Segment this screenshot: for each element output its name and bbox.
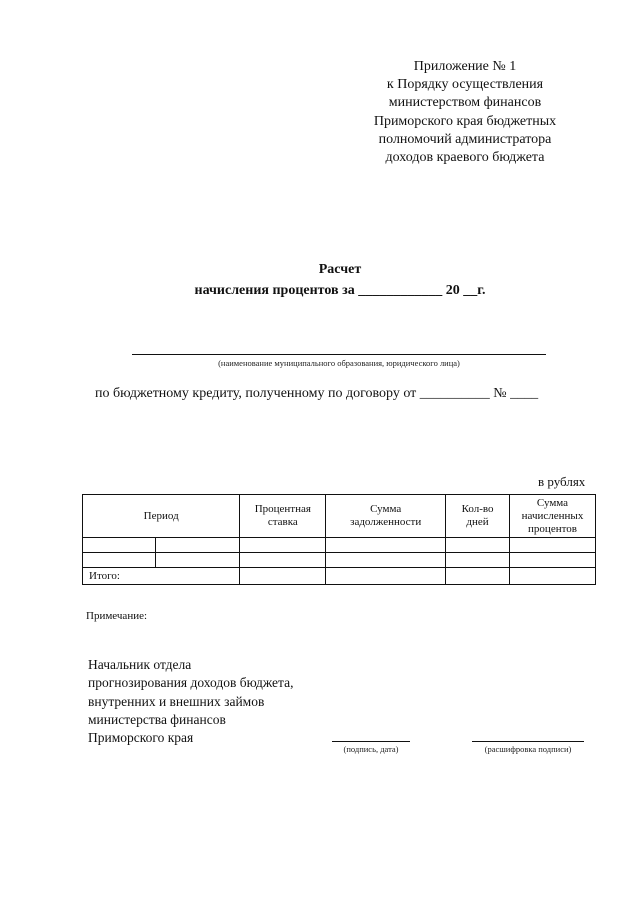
signer-line: Начальник отдела	[88, 657, 192, 672]
table-cell[interactable]	[326, 538, 446, 553]
interest-calculation-table	[82, 494, 596, 585]
header-debt	[326, 495, 446, 538]
signature-caption: (подпись, дата)	[343, 744, 399, 754]
table-cell[interactable]	[510, 538, 596, 553]
header-days	[446, 495, 510, 538]
credit-agreement-text: по бюджетному кредиту, полученному по договору от __________ № ____	[95, 386, 539, 401]
appendix-line: к Порядку осуществления	[386, 77, 544, 93]
appendix-line: министерством финансов	[388, 95, 542, 111]
table-header-row	[83, 495, 596, 538]
signer-line: министерства финансов	[88, 711, 226, 727]
signer-block	[88, 656, 293, 747]
entity-name-line	[132, 354, 546, 355]
table-cell[interactable]	[240, 568, 326, 585]
table-row	[83, 553, 596, 568]
header-rate	[240, 495, 326, 538]
signature-decoding-line	[472, 741, 584, 742]
table-total-row	[83, 568, 596, 585]
table-cell[interactable]	[83, 538, 156, 553]
table-cell[interactable]	[155, 553, 240, 568]
header-interest	[510, 495, 596, 538]
appendix-line: полномочий администратора	[378, 131, 552, 147]
header-interest-text: Сумма начисленных процентов	[521, 496, 584, 535]
currency-unit: в рублях	[538, 474, 586, 489]
appendix-block	[330, 58, 600, 167]
table-cell[interactable]	[446, 568, 510, 585]
appendix-line: Приложение № 1	[413, 59, 517, 74]
appendix-line: доходов краевого бюджета	[385, 150, 545, 166]
appendix-line: Приморского края бюджетных	[373, 113, 557, 129]
header-period: Период	[83, 495, 240, 538]
table-cell[interactable]	[446, 553, 510, 568]
table-cell[interactable]	[446, 538, 510, 553]
table-cell[interactable]	[240, 538, 326, 553]
signer-line: внутренних и внешних займов	[88, 693, 265, 709]
table-row	[83, 538, 596, 553]
table-cell[interactable]	[240, 553, 326, 568]
table-cell[interactable]	[510, 553, 596, 568]
table-cell[interactable]	[326, 553, 446, 568]
header-debt-text: Сумма задолженности	[350, 503, 422, 528]
header-days-text: Кол-во дней	[461, 503, 494, 528]
signature-line	[332, 741, 410, 742]
table-cell[interactable]	[326, 568, 446, 585]
total-label: Итого:	[83, 568, 240, 585]
signature-decoding-caption: (расшифровка подписи)	[484, 744, 572, 754]
header-rate-text: Процентная ставка	[254, 503, 311, 528]
signer-line: Приморского края	[88, 730, 194, 746]
table-cell[interactable]	[83, 553, 156, 568]
table-cell[interactable]	[155, 538, 240, 553]
table-cell[interactable]	[510, 568, 596, 585]
entity-caption: (наименование муниципального образования, юридического лица)	[218, 358, 460, 368]
document-subtitle: начисления процентов за ____________ 20 __г.	[194, 283, 486, 298]
document-title: Расчет	[318, 262, 362, 277]
note-label: Примечание:	[86, 610, 148, 622]
signer-line: прогнозирования доходов бюджета,	[88, 675, 294, 691]
